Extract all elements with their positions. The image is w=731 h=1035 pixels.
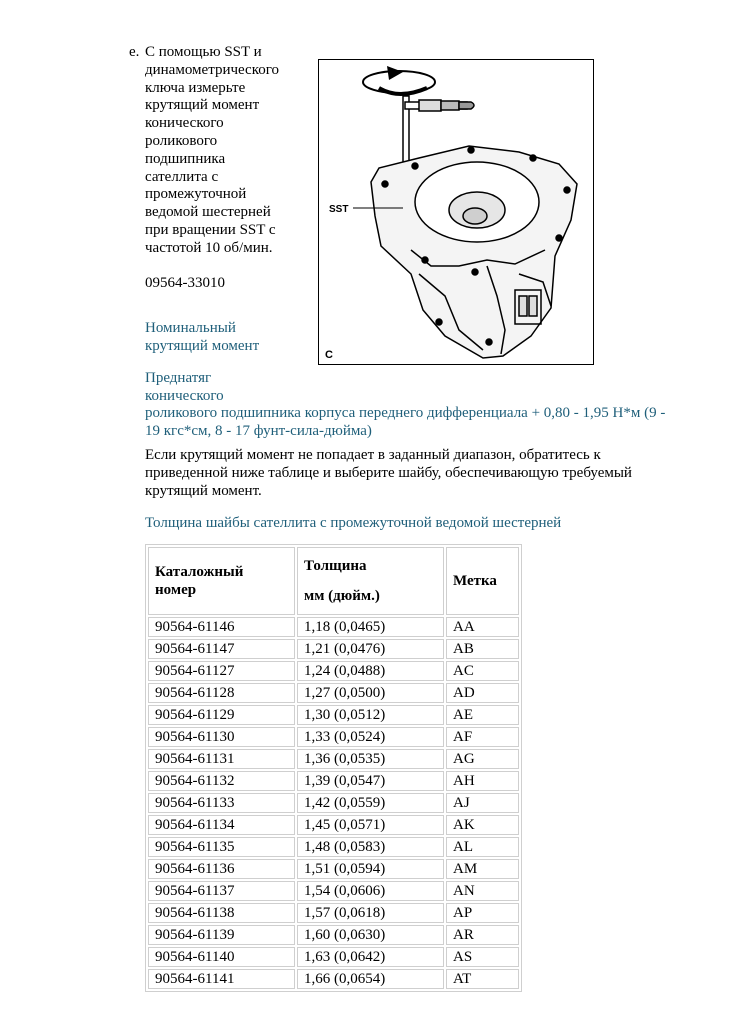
cell-part-number: 90564-61127	[148, 661, 295, 681]
sst-part-number: 09564-33010	[145, 275, 225, 291]
table-row	[148, 639, 519, 659]
table-row	[148, 771, 519, 791]
header-thickness-label: Толщина	[304, 558, 367, 574]
table-row	[148, 705, 519, 725]
table-row	[148, 661, 519, 681]
cell-part-number: 90564-61138	[148, 903, 295, 923]
cell-thickness: 1,42 (0,0559)	[297, 793, 444, 813]
cell-part-number: 90564-61135	[148, 837, 295, 857]
cell-mark: AA	[446, 617, 519, 637]
cell-part-number: 90564-61140	[148, 947, 295, 967]
cell-thickness: 1,54 (0,0606)	[297, 881, 444, 901]
table-header-row	[148, 547, 519, 615]
rotation-arrow-icon	[363, 66, 435, 94]
cell-mark: AL	[446, 837, 519, 857]
cell-thickness: 1,24 (0,0488)	[297, 661, 444, 681]
header-thickness	[297, 547, 444, 615]
cell-thickness: 1,30 (0,0512)	[297, 705, 444, 725]
note-paragraph: Если крутящий момент не попадает в заданный диапазон, обратитесь к приведенной ниже таблице и выберите шайбу, обеспечивающую требуемый крутящий момент.	[145, 447, 632, 499]
cell-mark: AS	[446, 947, 519, 967]
header-thickness-unit: мм (дюйм.)	[304, 588, 380, 604]
cell-mark: AC	[446, 661, 519, 681]
cell-part-number: 90564-61132	[148, 771, 295, 791]
cell-mark: AJ	[446, 793, 519, 813]
spec-label: Номинальный крутящий момент	[145, 320, 260, 354]
cell-part-number: 90564-61133	[148, 793, 295, 813]
cell-thickness: 1,48 (0,0583)	[297, 837, 444, 857]
table-row	[148, 925, 519, 945]
cell-mark: AM	[446, 859, 519, 879]
cell-part-number: 90564-61137	[148, 881, 295, 901]
cell-part-number: 90564-61141	[148, 969, 295, 989]
table-row	[148, 727, 519, 747]
cell-part-number: 90564-61134	[148, 815, 295, 835]
table-row	[148, 683, 519, 703]
cell-thickness: 1,60 (0,0630)	[297, 925, 444, 945]
table-row	[148, 881, 519, 901]
sst-label: SST	[329, 204, 349, 215]
cell-mark: AF	[446, 727, 519, 747]
cell-thickness: 1,39 (0,0547)	[297, 771, 444, 791]
cell-mark: AR	[446, 925, 519, 945]
table-row	[148, 969, 519, 989]
cell-part-number: 90564-61129	[148, 705, 295, 725]
cell-mark: AK	[446, 815, 519, 835]
table-row	[148, 749, 519, 769]
cell-thickness: 1,57 (0,0618)	[297, 903, 444, 923]
cell-thickness: 1,36 (0,0535)	[297, 749, 444, 769]
cell-part-number: 90564-61131	[148, 749, 295, 769]
cell-mark: AN	[446, 881, 519, 901]
cell-part-number: 90564-61128	[148, 683, 295, 703]
step-instruction: С помощью SST и динамометрического ключа измерьте крутящий момент конического роликового подшипника сателлита с промежуточной ведомой шестерней при вращении SST с частотой 10 об/мин.	[145, 44, 280, 256]
table-title: Толщина шайбы сателлита с промежуточной ведомой шестерней	[145, 515, 562, 531]
table-row	[148, 947, 519, 967]
table-row	[148, 815, 519, 835]
cell-thickness: 1,63 (0,0642)	[297, 947, 444, 967]
cell-thickness: 1,21 (0,0476)	[297, 639, 444, 659]
figure-corner-label: C	[325, 349, 333, 361]
table-row	[148, 903, 519, 923]
cell-thickness: 1,45 (0,0571)	[297, 815, 444, 835]
header-part-number: Каталожный номер	[148, 547, 295, 615]
header-mark: Метка	[446, 547, 519, 615]
cell-mark: AG	[446, 749, 519, 769]
transaxle-illustration	[318, 59, 594, 365]
cell-thickness: 1,27 (0,0500)	[297, 683, 444, 703]
cell-part-number: 90564-61139	[148, 925, 295, 945]
cell-mark: AE	[446, 705, 519, 725]
cell-thickness: 1,18 (0,0465)	[297, 617, 444, 637]
washer-table	[145, 544, 522, 992]
cell-mark: AB	[446, 639, 519, 659]
cell-mark: AP	[446, 903, 519, 923]
table-row	[148, 837, 519, 857]
cell-thickness: 1,33 (0,0524)	[297, 727, 444, 747]
cell-part-number: 90564-61147	[148, 639, 295, 659]
cell-part-number: 90564-61130	[148, 727, 295, 747]
cell-part-number: 90564-61146	[148, 617, 295, 637]
transaxle-housing	[371, 146, 577, 358]
table-row	[148, 793, 519, 813]
table-row	[148, 617, 519, 637]
cell-thickness: 1,51 (0,0594)	[297, 859, 444, 879]
step-marker: e.	[129, 44, 140, 60]
cell-part-number: 90564-61136	[148, 859, 295, 879]
cell-mark: AT	[446, 969, 519, 989]
cell-thickness: 1,66 (0,0654)	[297, 969, 444, 989]
spec-value: Преднатяг конического роликового подшипника корпуса переднего дифференциала + 0,80 - 1,95 Н*м (9 - 19 кгс*см, 8 - 17 фунт-сила-дюйма)	[145, 370, 666, 439]
table-row	[148, 859, 519, 879]
cell-mark: AD	[446, 683, 519, 703]
cell-mark: AH	[446, 771, 519, 791]
